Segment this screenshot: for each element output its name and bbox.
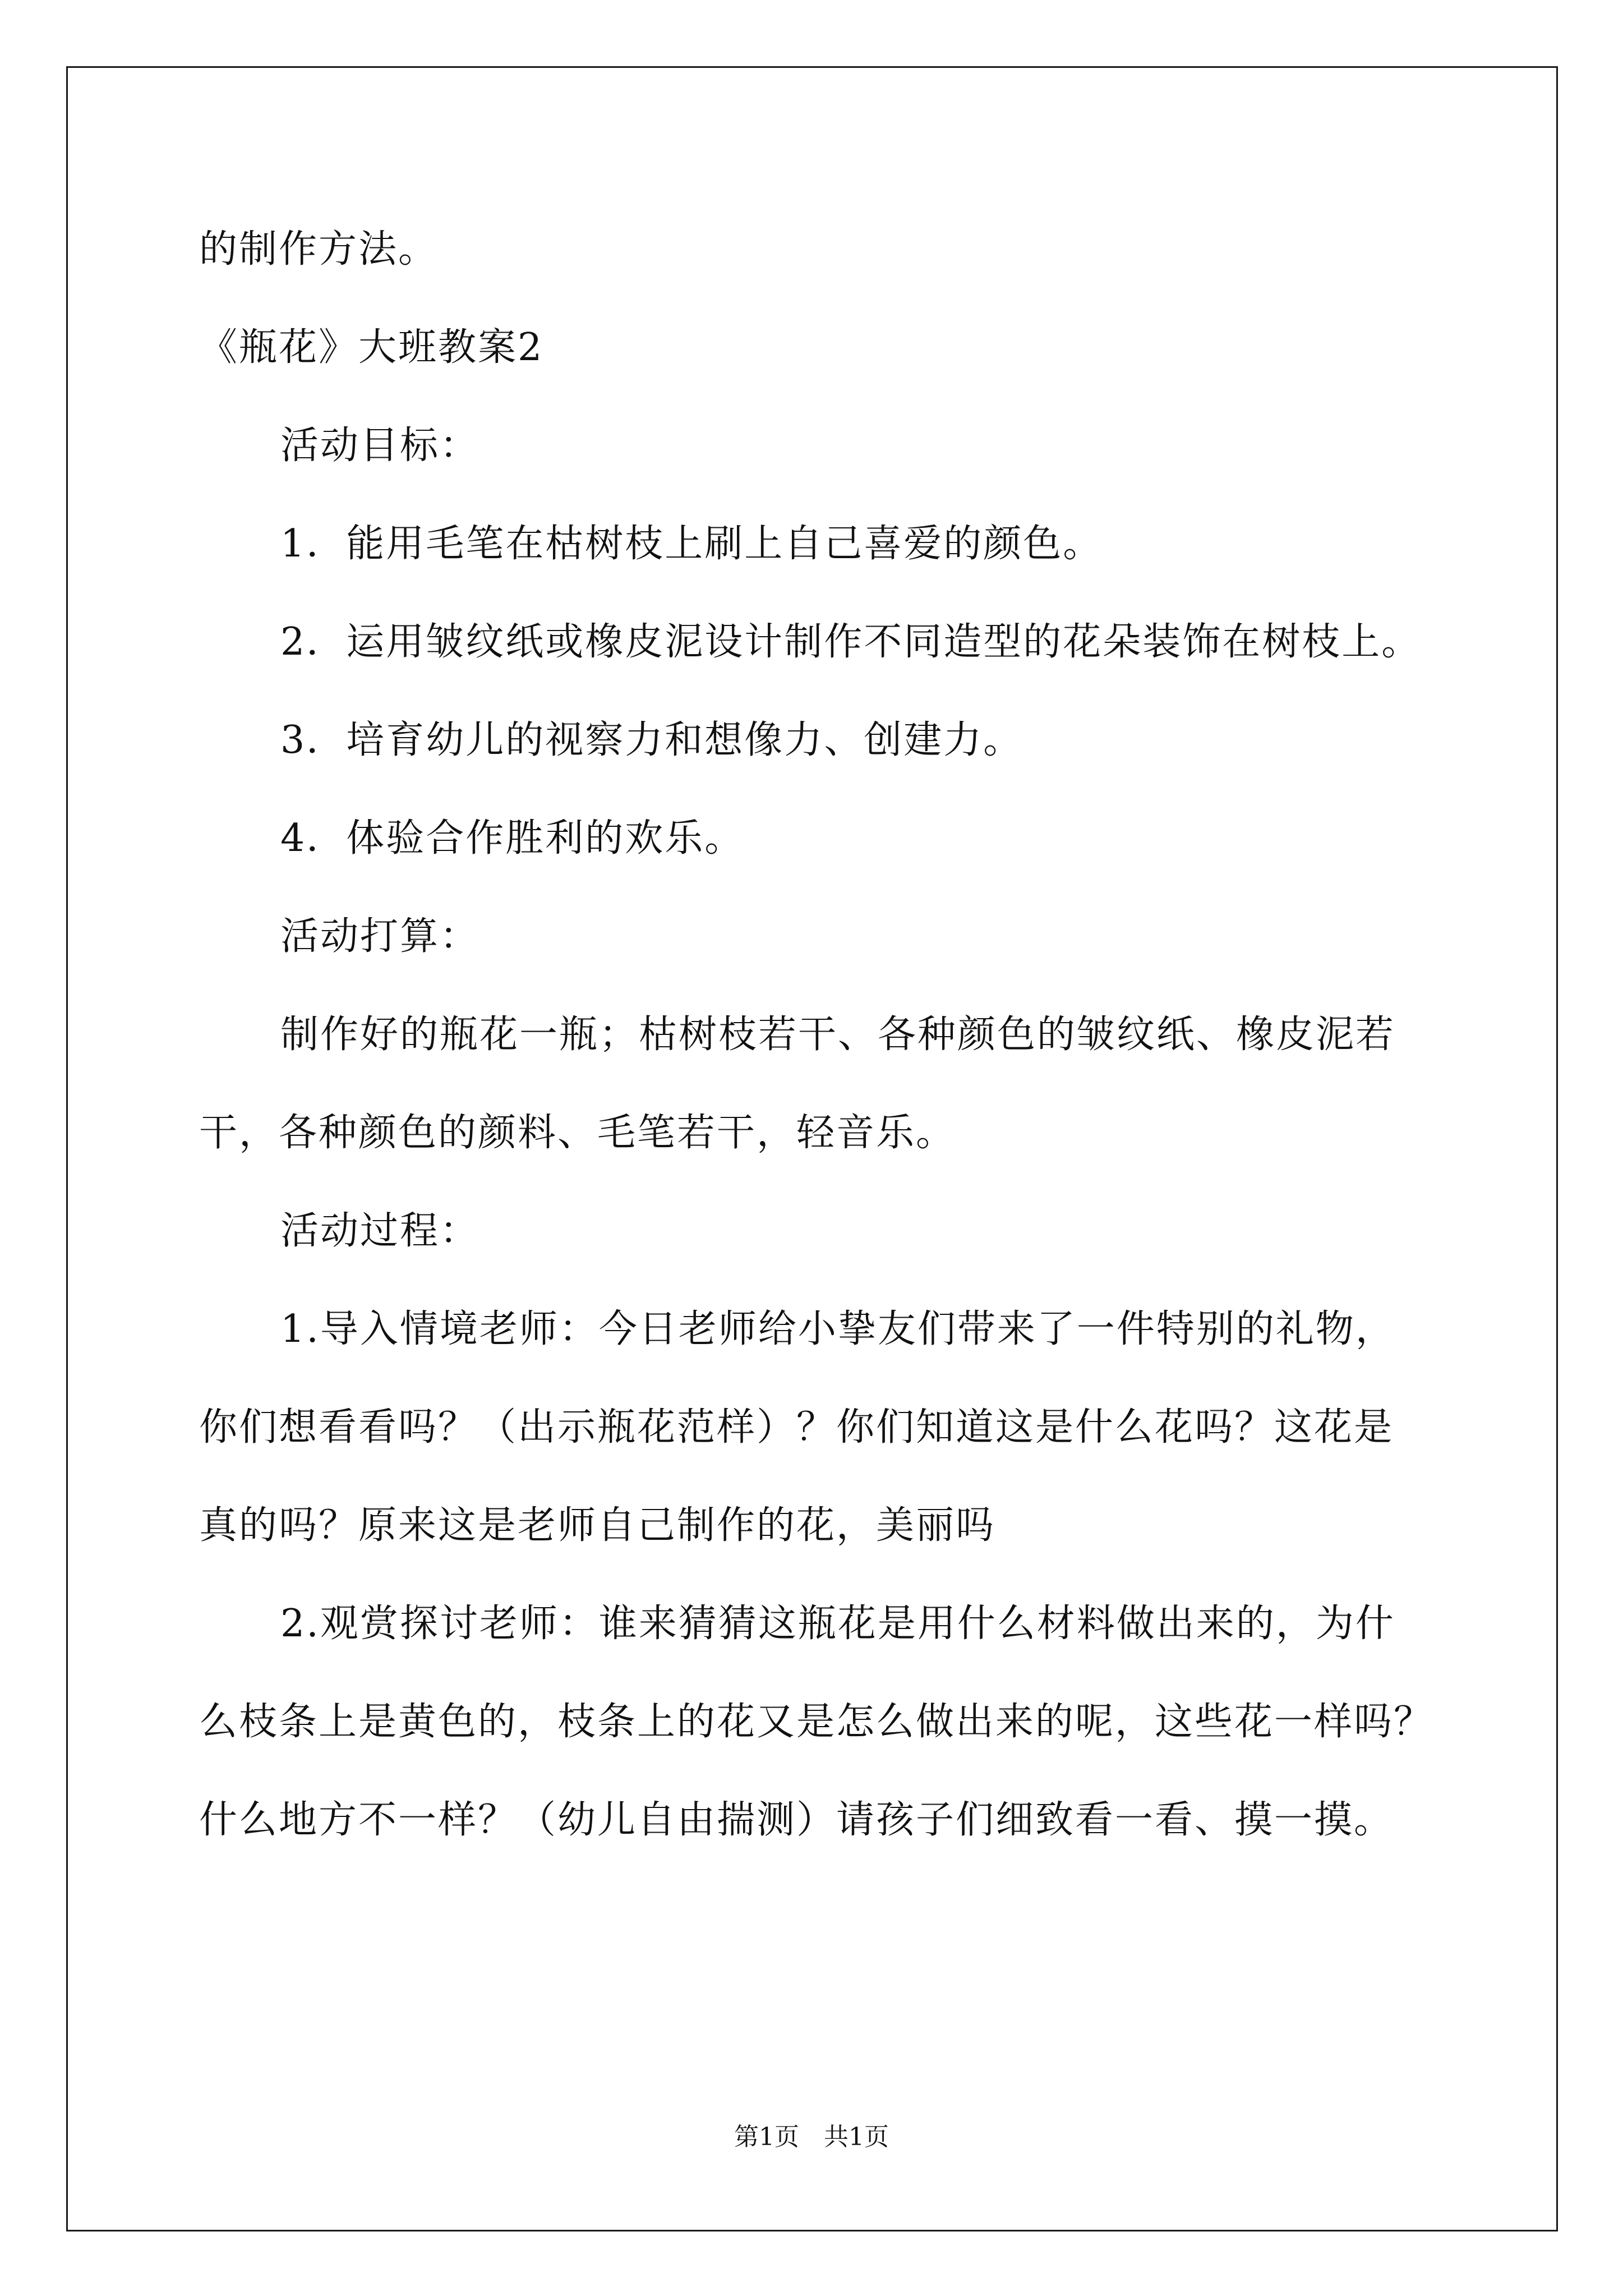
process-step-1-line-3: 真的吗？原来这是老师自己制作的花，美丽吗: [199, 1503, 996, 1548]
goal-item-3: 3．培育幼儿的视察力和想像力、创建力。: [280, 718, 1023, 762]
heading-activity-goals: 活动目标：: [280, 424, 480, 468]
prep-paragraph-line-2: 干，各种颜色的颜料、毛笔若干，轻音乐。: [199, 1111, 956, 1155]
section-title: 《瓶花》大班教案2: [199, 325, 544, 370]
process-step-2-line-2: 么枝条上是黄色的，枝条上的花又是怎么做出来的呢，这些花一样吗？: [199, 1700, 1434, 1744]
page-number-footer: 第1页 共1页: [734, 2123, 889, 2151]
text-line-continuation: 的制作方法。: [199, 227, 439, 272]
process-step-2-line-1: 2.观赏探讨老师：谁来猜猜这瓶花是用什么材料做出来的，为什: [280, 1602, 1395, 1646]
process-step-1-line-2: 你们想看看吗？（出示瓶花范样）？你们知道这是什么花吗？这花是: [199, 1405, 1394, 1450]
goal-item-1: 1．能用毛笔在枯树枝上刷上自己喜爱的颜色。: [280, 522, 1103, 566]
process-step-1-line-1: 1.导入情境老师：今日老师给小挚友们带来了一件特别的礼物，: [280, 1307, 1395, 1351]
heading-activity-process: 活动过程：: [280, 1209, 480, 1253]
process-step-2-line-3: 什么地方不一样？（幼儿自由揣测）请孩子们细致看一看、摸一摸。: [199, 1798, 1394, 1842]
goal-item-4: 4．体验合作胜利的欢乐。: [280, 816, 745, 861]
prep-paragraph-line-1: 制作好的瓶花一瓶；枯树枝若干、各种颜色的皱纹纸、橡皮泥若: [280, 1013, 1396, 1057]
heading-activity-prep: 活动打算：: [280, 914, 480, 959]
goal-item-2: 2．运用皱纹纸或橡皮泥设计制作不同造型的花朵装饰在树枝上。: [280, 620, 1422, 664]
